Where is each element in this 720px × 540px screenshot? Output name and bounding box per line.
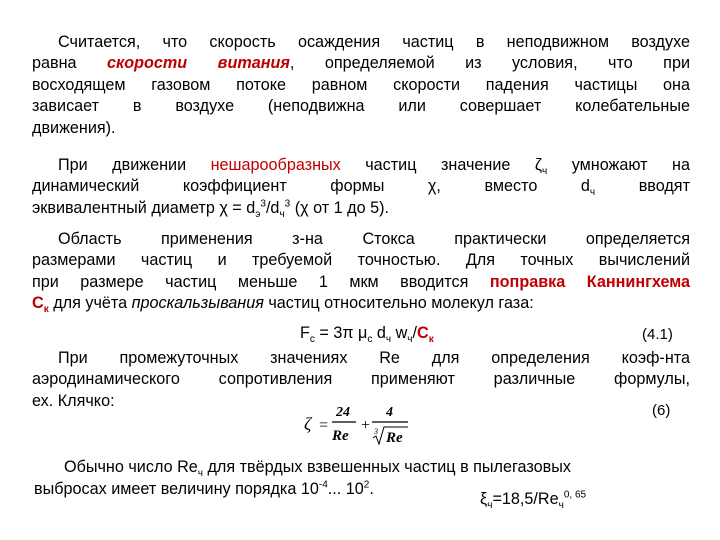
text-line xyxy=(32,369,690,390)
text-line xyxy=(34,478,694,500)
text-line xyxy=(32,229,690,250)
text-span: при размере частиц меньше 1 мкм вводится xyxy=(32,272,490,291)
superscript: 3 xyxy=(284,198,291,210)
text-span: Область применения з-на Стокса практически определяется xyxy=(58,230,690,248)
text-span: =18,5/Re xyxy=(492,490,559,508)
subscript: ч xyxy=(558,500,564,512)
text-span: для твёрдых взвешенных частиц в пылегазовых xyxy=(202,458,571,476)
text-span: ех. Клячко: xyxy=(32,391,115,410)
text-span: для учёта xyxy=(48,294,132,313)
highlight-term: нешарообразных xyxy=(210,156,341,174)
text-span: движения). xyxy=(32,118,116,137)
subscript: ч xyxy=(385,334,392,346)
equation-number: (4.1) xyxy=(642,326,673,343)
highlight-term: C xyxy=(32,294,44,313)
text-span: Считается, что скорость осаждения частиц в неподвижном воздухе xyxy=(58,33,690,51)
text-span: Обычно число Re xyxy=(64,458,198,476)
text-span: F xyxy=(300,324,310,342)
text-span: = 3π μ xyxy=(314,324,368,342)
text-line xyxy=(34,456,694,478)
text-span: частиц значение ζ xyxy=(340,156,543,174)
equation-number: (6) xyxy=(652,402,671,419)
subscript: к xyxy=(428,334,434,346)
paragraph-stokes xyxy=(32,229,690,315)
highlight-term: скорости витания xyxy=(107,54,290,73)
root-index: 3 xyxy=(374,427,378,436)
superscript: 3 xyxy=(260,198,266,210)
text-line xyxy=(32,32,690,53)
text-span: d xyxy=(372,324,386,342)
text-line xyxy=(32,293,690,314)
text-line xyxy=(32,348,690,369)
subscript: ч xyxy=(407,334,413,346)
equals-sign: = xyxy=(318,417,329,434)
text-span: равна xyxy=(32,54,108,73)
text-span: частиц относительно молекул газа: xyxy=(263,294,534,313)
text-span: размерами частиц и требуемой точностью. Для точных вычислений xyxy=(32,251,690,270)
highlight-term: C xyxy=(416,324,429,342)
superscript: -4 xyxy=(318,479,328,491)
text-line xyxy=(32,96,690,117)
text-line xyxy=(32,155,690,176)
zeta-symbol: ζ xyxy=(304,414,312,434)
text-span: (χ от 1 до 5). xyxy=(290,198,390,217)
subscript: ч xyxy=(542,166,548,178)
text-line xyxy=(32,176,690,197)
plus-sign: + xyxy=(360,417,371,434)
numerator-24: 24 xyxy=(336,405,350,420)
subscript: ч xyxy=(487,500,493,512)
text-span: аэродинамического сопротивления применяют различные формулы, xyxy=(32,370,690,389)
text-span: ξ xyxy=(480,490,488,508)
subscript: ч xyxy=(589,187,596,199)
text-line xyxy=(32,250,690,271)
paragraph-settling-velocity xyxy=(32,32,690,139)
klyachko-formula xyxy=(300,400,420,450)
text-span: динамический коэффициент формы χ, вместо d xyxy=(32,177,590,196)
text-span: зависает в воздухе (неподвижна или совершает колебательные xyxy=(32,97,690,116)
subscript: c xyxy=(367,334,373,346)
text-line xyxy=(32,75,690,96)
numerator-4: 4 xyxy=(386,405,393,420)
text-span: При промежуточных значениях Re для определения коэф-нта xyxy=(58,349,690,367)
italic-term: проскальзывания xyxy=(131,294,264,313)
paragraph-reynolds-range xyxy=(34,456,694,500)
subscript: ч xyxy=(197,468,203,480)
text-span: вводят xyxy=(595,177,690,196)
xi-formula xyxy=(480,489,587,512)
text-span: восходящем газовом потоке равном скорости падения частицы она xyxy=(32,75,690,94)
text-line xyxy=(32,198,690,219)
text-span: . xyxy=(369,480,374,498)
text-span: При движении xyxy=(58,156,211,174)
text-span: w xyxy=(391,324,408,342)
text-line xyxy=(32,272,690,293)
superscript: 2 xyxy=(363,479,370,491)
text-span: эквивалентный диаметр χ = d xyxy=(32,198,256,217)
text-line xyxy=(32,53,690,74)
text-span: /d xyxy=(265,198,280,217)
denominator-re: Re xyxy=(332,428,349,444)
highlight-term: поправка Каннингхема xyxy=(489,272,690,291)
subscript: к xyxy=(43,304,49,316)
paragraph-nonspherical xyxy=(32,155,690,219)
superscript: 0, 65 xyxy=(563,489,587,501)
text-span: , определяемой из условия, что при xyxy=(289,54,690,73)
text-line xyxy=(32,118,690,139)
subscript: c xyxy=(309,334,315,346)
subscript: ч xyxy=(279,209,285,221)
text-span: / xyxy=(412,324,417,342)
radicand-re: Re xyxy=(386,430,403,446)
subscript: э xyxy=(255,209,261,221)
text-span: ... 10 xyxy=(327,480,364,498)
text-span: умножают на xyxy=(547,156,690,174)
formula-4-1 xyxy=(300,324,434,346)
text-span: выбросах имеет величину порядка 10 xyxy=(34,480,319,498)
